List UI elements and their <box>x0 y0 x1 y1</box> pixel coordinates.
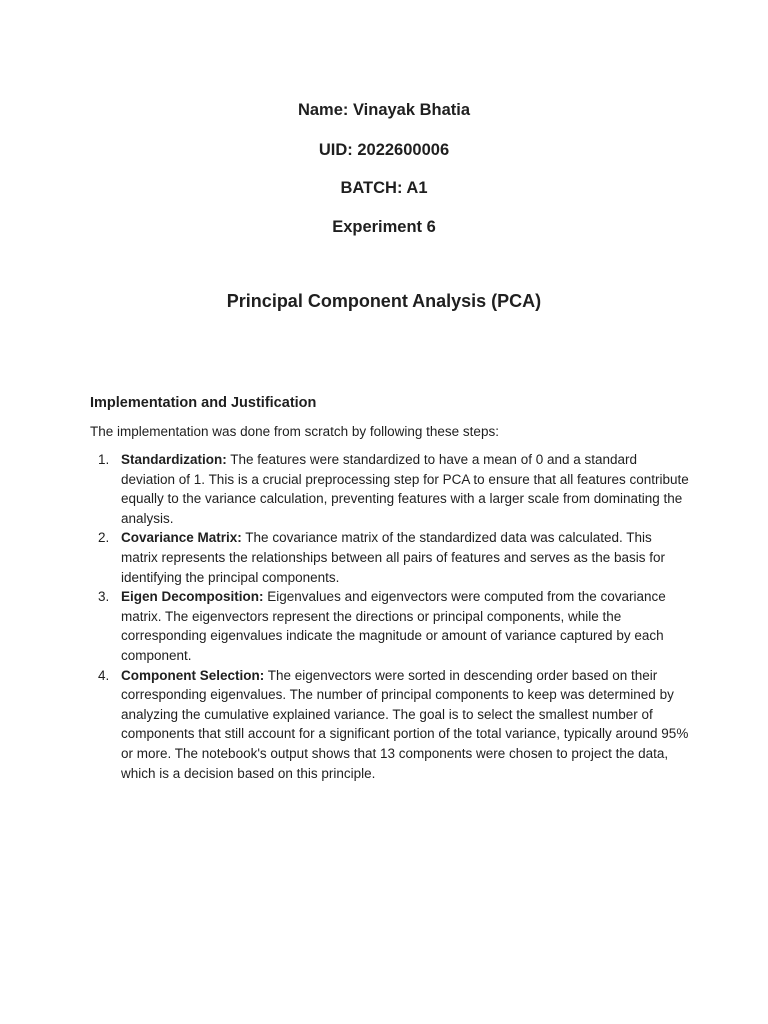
list-item <box>90 450 690 528</box>
step-text: The eigenvectors were sorted in descending order based on their corresponding eigenvalues. The number of principal components to keep was determined by analyzing the cumulative explained variance. The goal is to select the smallest number of components that still account for a significant portion of the total variance, typically around 95% or more. The notebook's output shows that 13 components were chosen to project the data, which is a decision based on this principle. <box>121 667 689 781</box>
step-number: 3. <box>98 589 110 605</box>
experiment-label: Experiment 6 <box>332 218 436 236</box>
step-text: The covariance matrix of the standardized data was calculated. This matrix represents the relationships between all pairs of features and serves as the basis for identifying the principal components. <box>121 530 666 585</box>
step-term: Covariance Matrix: <box>121 530 242 546</box>
step-number: 1. <box>98 452 110 467</box>
student-uid: UID: 2022600006 <box>318 141 450 159</box>
list-item <box>90 587 690 665</box>
step-text: Eigenvalues and eigenvectors were computed from the covariance matrix. The eigenvectors represent the directions or principal components, while the corresponding eigenvalues indicate the magnitude or amount of variance captured by each component. <box>121 589 666 663</box>
step-term: Eigen Decomposition: <box>121 589 264 605</box>
steps-list <box>90 450 690 783</box>
step-term: Standardization: <box>121 452 227 467</box>
section-heading: Implementation and Justification <box>90 395 317 411</box>
list-item <box>90 666 690 784</box>
step-number: 2. <box>98 530 110 546</box>
batch-label: BATCH: A1 <box>340 179 428 197</box>
student-name: Name: Vinayak Bhatia <box>297 101 471 119</box>
step-text: The features were standardized to have a mean of 0 and a standard deviation of 1. This is a crucial preprocessing step for PCA to ensure that all features contribute equally to the variance calculation, preventing features with a larger scale from dominating the analysis. <box>121 452 689 526</box>
list-item <box>90 528 690 587</box>
step-term: Component Selection: <box>121 667 265 683</box>
document-title: Principal Component Analysis (PCA) <box>226 291 542 311</box>
step-number: 4. <box>98 667 110 683</box>
section-intro: The implementation was done from scratch by following these steps: <box>90 424 499 439</box>
